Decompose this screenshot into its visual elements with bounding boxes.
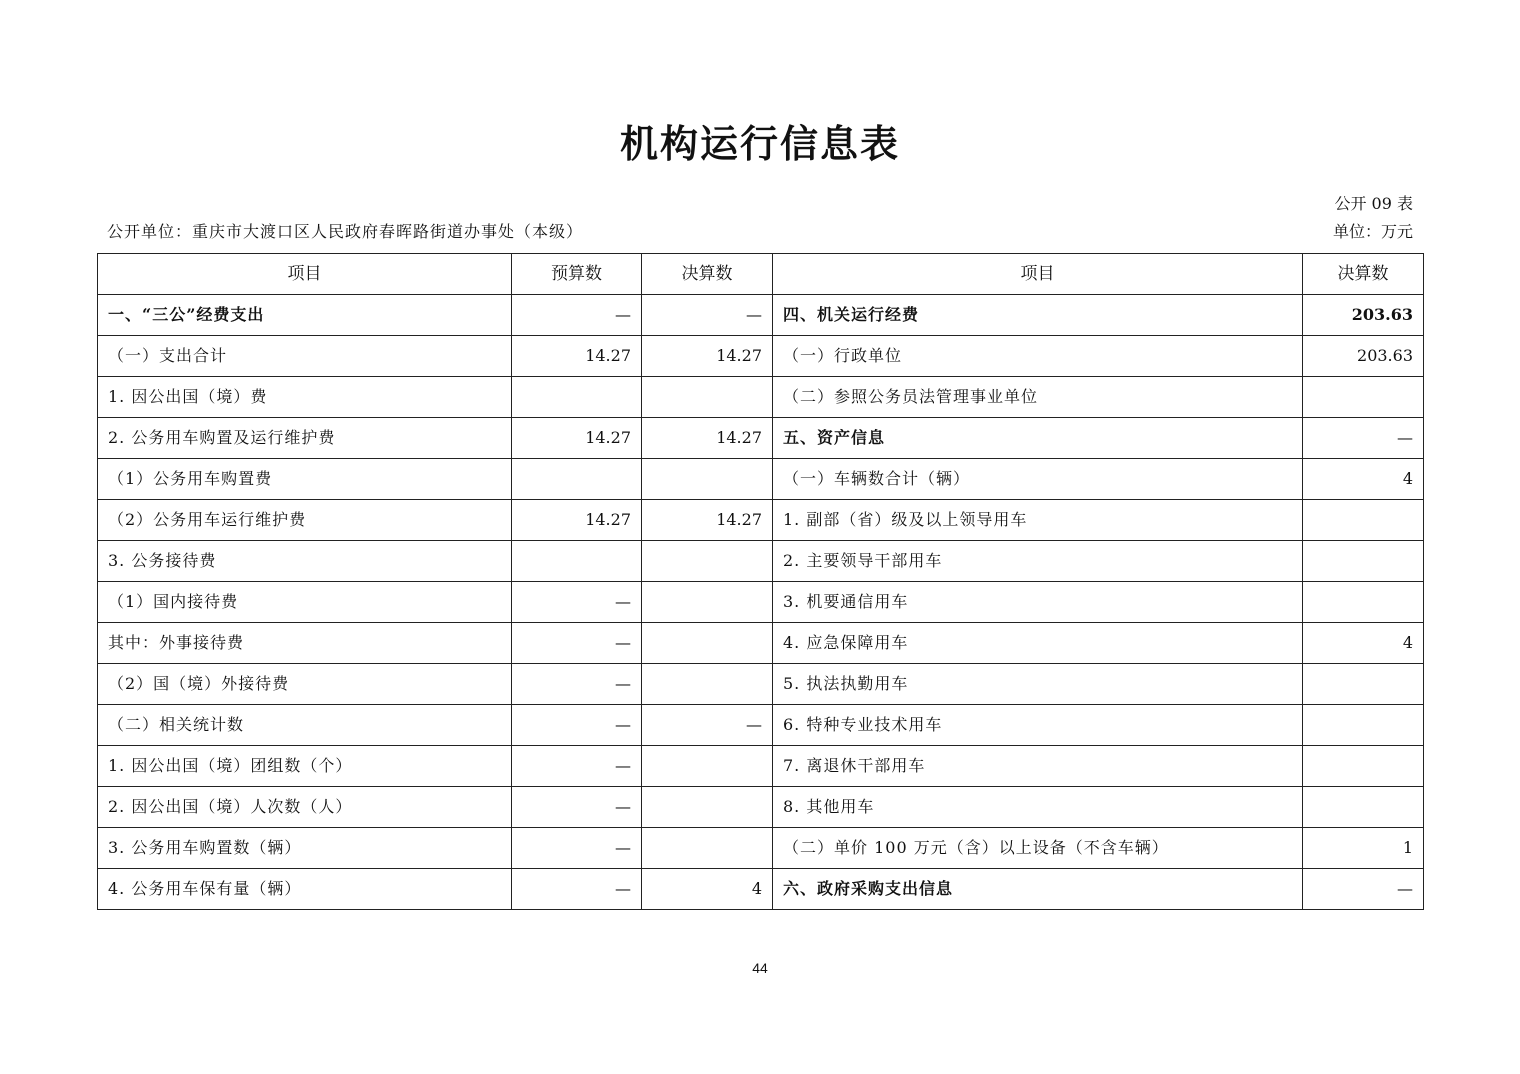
form-number: 公开 09 表 bbox=[1334, 194, 1413, 213]
header-item-left: 项目 bbox=[98, 254, 512, 295]
table-row bbox=[98, 377, 1424, 418]
budget-value bbox=[512, 459, 642, 500]
budget-value: 14.27 bbox=[512, 500, 642, 541]
final-value bbox=[642, 459, 773, 500]
table-header-row bbox=[98, 254, 1424, 295]
budget-value: — bbox=[512, 582, 642, 623]
right-item: （一）行政单位 bbox=[773, 336, 1303, 377]
money-unit: 单位：万元 bbox=[1332, 222, 1413, 241]
header-item-right: 项目 bbox=[773, 254, 1303, 295]
table-row bbox=[98, 582, 1424, 623]
final-value: — bbox=[642, 705, 773, 746]
final-value: — bbox=[642, 295, 773, 336]
header-final-right: 决算数 bbox=[1303, 254, 1424, 295]
left-item: 1. 因公出国（境）费 bbox=[98, 377, 512, 418]
left-item: 2. 公务用车购置及运行维护费 bbox=[98, 418, 512, 459]
right-item: （二）单价 100 万元（含）以上设备（不含车辆） bbox=[773, 828, 1303, 869]
table-row bbox=[98, 336, 1424, 377]
final-value bbox=[642, 377, 773, 418]
right-value bbox=[1303, 500, 1424, 541]
final-value bbox=[642, 746, 773, 787]
header-budget: 预算数 bbox=[512, 254, 642, 295]
final-value bbox=[642, 582, 773, 623]
table-row bbox=[98, 295, 1424, 336]
budget-value bbox=[512, 377, 642, 418]
right-value: 4 bbox=[1303, 623, 1424, 664]
table-row bbox=[98, 664, 1424, 705]
right-item: 2. 主要领导干部用车 bbox=[773, 541, 1303, 582]
left-item: 3. 公务用车购置数（辆） bbox=[98, 828, 512, 869]
budget-value bbox=[512, 541, 642, 582]
budget-value: — bbox=[512, 705, 642, 746]
right-value bbox=[1303, 705, 1424, 746]
right-item: 4. 应急保障用车 bbox=[773, 623, 1303, 664]
table-row bbox=[98, 869, 1424, 910]
table-row bbox=[98, 828, 1424, 869]
left-item: 3. 公务接待费 bbox=[98, 541, 512, 582]
right-value bbox=[1303, 541, 1424, 582]
right-item: （一）车辆数合计（辆） bbox=[773, 459, 1303, 500]
reporting-unit: 公开单位：重庆市大渡口区人民政府春晖路街道办事处（本级） bbox=[107, 222, 584, 241]
right-value: 203.63 bbox=[1303, 295, 1424, 336]
right-item: （二）参照公务员法管理事业单位 bbox=[773, 377, 1303, 418]
left-item: （一）支出合计 bbox=[98, 336, 512, 377]
final-value bbox=[642, 828, 773, 869]
table-row bbox=[98, 500, 1424, 541]
budget-value: — bbox=[512, 787, 642, 828]
left-item: （2）国（境）外接待费 bbox=[98, 664, 512, 705]
right-value: 203.63 bbox=[1303, 336, 1424, 377]
right-value bbox=[1303, 582, 1424, 623]
right-item: 7. 离退休干部用车 bbox=[773, 746, 1303, 787]
right-value: 1 bbox=[1303, 828, 1424, 869]
left-item: （1）国内接待费 bbox=[98, 582, 512, 623]
right-value bbox=[1303, 377, 1424, 418]
final-value: 14.27 bbox=[642, 336, 773, 377]
right-item: 1. 副部（省）级及以上领导用车 bbox=[773, 500, 1303, 541]
final-value: 14.27 bbox=[642, 500, 773, 541]
table-row bbox=[98, 459, 1424, 500]
budget-value: — bbox=[512, 869, 642, 910]
right-item: 8. 其他用车 bbox=[773, 787, 1303, 828]
right-item: 6. 特种专业技术用车 bbox=[773, 705, 1303, 746]
left-item: （1）公务用车购置费 bbox=[98, 459, 512, 500]
table-row bbox=[98, 787, 1424, 828]
budget-value: — bbox=[512, 623, 642, 664]
final-value: 14.27 bbox=[642, 418, 773, 459]
left-item: 一、“三公”经费支出 bbox=[98, 295, 512, 336]
right-value: — bbox=[1303, 418, 1424, 459]
budget-value: — bbox=[512, 746, 642, 787]
left-item: （二）相关统计数 bbox=[98, 705, 512, 746]
left-item: （2）公务用车运行维护费 bbox=[98, 500, 512, 541]
right-item: 四、机关运行经费 bbox=[773, 295, 1303, 336]
page-number: 44 bbox=[752, 960, 768, 976]
budget-value: 14.27 bbox=[512, 418, 642, 459]
info-table bbox=[97, 253, 1424, 910]
right-value bbox=[1303, 746, 1424, 787]
right-item: 五、资产信息 bbox=[773, 418, 1303, 459]
right-value: 4 bbox=[1303, 459, 1424, 500]
budget-value: — bbox=[512, 664, 642, 705]
table-row bbox=[98, 746, 1424, 787]
right-value bbox=[1303, 664, 1424, 705]
final-value bbox=[642, 664, 773, 705]
header-final-left: 决算数 bbox=[642, 254, 773, 295]
table-row bbox=[98, 418, 1424, 459]
table-row bbox=[98, 541, 1424, 582]
final-value bbox=[642, 541, 773, 582]
table-row bbox=[98, 623, 1424, 664]
budget-value: — bbox=[512, 828, 642, 869]
left-item: 其中：外事接待费 bbox=[98, 623, 512, 664]
table-row bbox=[98, 705, 1424, 746]
right-item: 六、政府采购支出信息 bbox=[773, 869, 1303, 910]
budget-value: 14.27 bbox=[512, 336, 642, 377]
left-item: 2. 因公出国（境）人次数（人） bbox=[98, 787, 512, 828]
left-item: 4. 公务用车保有量（辆） bbox=[98, 869, 512, 910]
final-value: 4 bbox=[642, 869, 773, 910]
final-value bbox=[642, 623, 773, 664]
final-value bbox=[642, 787, 773, 828]
left-item: 1. 因公出国（境）团组数（个） bbox=[98, 746, 512, 787]
right-value bbox=[1303, 787, 1424, 828]
right-value: — bbox=[1303, 869, 1424, 910]
budget-value: — bbox=[512, 295, 642, 336]
page-title: 机构运行信息表 bbox=[619, 122, 900, 166]
right-item: 5. 执法执勤用车 bbox=[773, 664, 1303, 705]
right-item: 3. 机要通信用车 bbox=[773, 582, 1303, 623]
